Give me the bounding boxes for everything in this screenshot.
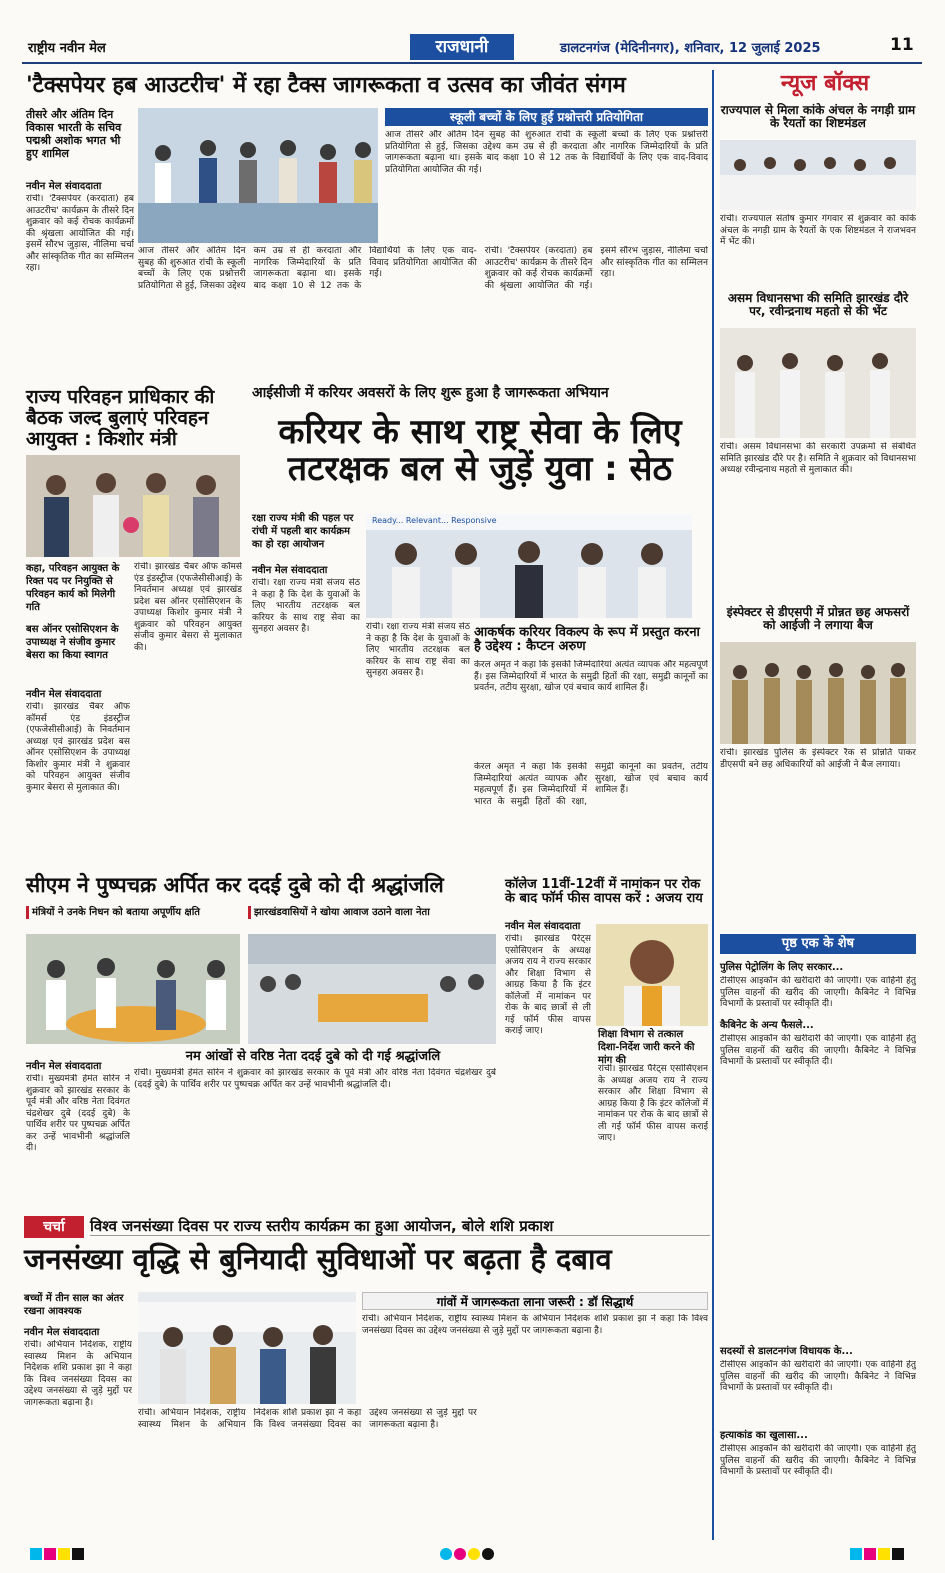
story5-headline: कॉलेज 11वीं-12वीं में नामांकन पर रोक के बाद फॉर्म फीस वापस करें : अजय राय — [505, 877, 703, 907]
sidebar-sbody-4: टीसीएस आइकॉन की खरीदारी की जाएगी। एक वाहिनी हेतु पुलिस वाहनों की खरीद की जाएगी। कैबिनेट ने विभिन्न विभागों के प्रस्तावों पर स्वीकृति दी। — [720, 1444, 916, 1477]
story2-divider — [246, 562, 248, 563]
story1-body: आज तीसरे और अंतिम दिन सुबह की शुरुआत रांची के स्कूली बच्चों के लिए एक प्रश्नोत्तरी प्रतियोगिता से हुई, जिसका उद्देश्य कम उम्र से ही करदाता और नागरिक जिम्मेदारियों के प्रति जागरूकता बढ़ाना था। इसके बाद कक्षा 10 से 12 तक के विद्यार्थियों के लिए एक वाद-विवाद प्रतियोगिता आयोजित की गई। रांची। 'टैक्सपेयर (करदाता) हब आउटरीच' कार्यक्रम के तीसरे दिन शुक्रवार को कई रोचक कार्यक्रमों की श्रृंखला आयोजित की गई। इसमें सौरभ जुड़ास, नीलिमा चर्चा और सांस्कृतिक गीत का सम्मिलन रहा। — [138, 246, 708, 291]
dot-black — [482, 1548, 494, 1560]
story5-photo — [596, 924, 708, 1026]
story2-photo — [26, 455, 240, 557]
registration-dots — [440, 1548, 496, 1560]
sidebar-headline-1: राज्यपाल से मिला कांके अंचल के नगड़ी ग्राम के रैयतों का शिष्टमंडल — [720, 103, 916, 131]
story4-photo1 — [26, 934, 240, 1044]
story3-photo — [366, 514, 692, 618]
story4-photo2 — [248, 934, 496, 1044]
story1-kicker: स्कूली बच्चों के लिए हुई प्रश्नोत्तरी प्रतियोगिता — [385, 108, 708, 126]
story4-headline: सीएम ने पुष्पचक्र अर्पित कर ददई दुबे को दी श्रद्धांजलि — [26, 873, 444, 897]
swatch-magenta — [44, 1548, 56, 1560]
sidebar-band: पृष्ठ एक के शेष — [720, 934, 916, 954]
sidebar-headline-2: असम विधानसभा की समिति झारखंड दौरे पर, रवीन्द्रनाथ महतो से की भेंट — [727, 291, 909, 319]
section-tab[interactable]: राजधानी — [410, 34, 514, 60]
dot-cyan — [440, 1548, 452, 1560]
sidebar-photo-1 — [720, 140, 916, 210]
sidebar-sub-4: हत्याकांड का खुलासा... — [720, 1430, 808, 1441]
sidebar-divider — [712, 70, 714, 1540]
sidebar-sub-2: कैबिनेट के अन्य फैसले... — [720, 1020, 814, 1031]
sidebar-sbody-2: टीसीएस आइकॉन की खरीदारी की जाएगी। एक वाहिनी हेतु पुलिस वाहनों की खरीद की जाएगी। कैबिनेट ने विभिन्न विभागों के प्रस्तावों पर स्वीकृति दी। — [720, 1034, 916, 1067]
story3-kicker: आईसीजी में करियर अवसरों के लिए शुरू हुआ है जागरूकता अभियान — [252, 385, 609, 401]
sidebar-sbody-1: टीसीएस आइकॉन की खरीदारी की जाएगी। एक वाहिनी हेतु पुलिस वाहनों की खरीद की जाएगी। कैबिनेट ने विभिन्न विभागों के प्रस्तावों पर स्वीकृति दी। — [720, 976, 916, 1009]
story6-headline: जनसंख्या वृद्धि से बुनियादी सुविधाओं पर बढ़ता है दबाव — [24, 1242, 612, 1276]
swatch-yellow — [58, 1548, 70, 1560]
story5-body: रांची। झारखंड पैरेंट्स एसोसिएशन के अध्यक्ष अजय राय ने राज्य सरकार और शिक्षा विभाग से आग्रह किया है कि इंटर कॉलेजों में नामांकन पर रोक के बाद छात्रों से ली गई फॉर्म फीस वापस कराई जाए। — [505, 934, 591, 1036]
story3-bullet: रक्षा राज्य मंत्री की पहल पर रांची में पहली बार कार्यक्रम का हो रहा आयोजन — [252, 513, 354, 550]
story6-bullet: बच्चों में तीन साल का अंतर रखना आवश्यक — [24, 1293, 124, 1317]
story4-byline: नवीन मेल संवाददाता — [26, 1061, 102, 1072]
story2-byline: नवीन मेल संवाददाता — [26, 689, 102, 700]
swatch-black-r — [892, 1548, 904, 1560]
story4-tag1: मंत्रियों ने उनके निधन को बताया अपूर्णीय क्षति — [26, 906, 238, 919]
story2-headline: राज्य परिवहन प्राधिकार की बैठक जल्द बुलाएं परिवहन आयुक्त : किशोर मंत्री — [26, 386, 215, 450]
story2-bullet2: बस ऑनर एसोसिएशन के उपाध्यक्ष ने संजीव कुमार बेसरा का किया स्वागत — [26, 624, 119, 661]
swatch-cyan-r — [850, 1548, 862, 1560]
story1-lead: रांची। 'टैक्सपेयर (करदाता) हब आउटरीच' कार्यक्रम के तीसरे दिन शुक्रवार को कई रोचक कार्यक्रमों की श्रृंखला आयोजित की गई। इसमें सौरभ जुड़ास, नीलिमा चर्चा और सांस्कृतिक गीत का सम्मिलन रहा। — [26, 194, 134, 273]
dot-magenta — [454, 1548, 466, 1560]
story4-body-col2: रांची। मुख्यमंत्री हेमंत सोरेन ने शुक्रवार को झारखंड सरकार के पूर्व मंत्री और वरिष्ठ नेता दिवंगत चंद्रशेखर दुबे (ददई दुबे) के पार्थिव शरीर पर पुष्पचक्र अर्पित कर उन्हें भावभीनी श्रद्धांजलि दी। — [134, 1068, 496, 1090]
sidebar-body-1: रांची। राज्यपाल संतोष कुमार गंगवार से शुक्रवार को कांके अंचल के नगड़ी ग्राम के रैयतों के एक शिष्टमंडल ने राजभवन में भेंट की। — [720, 214, 916, 247]
story6-subhead: गांवों में जागरूकता लाना जरूरी : डॉ सिद्धार्थ — [362, 1292, 708, 1310]
dot-yellow — [468, 1548, 480, 1560]
sidebar-headline-3: इंस्पेक्टर से डीएसपी में प्रोन्नत छह अफसरों को आईजी ने लगाया बैज — [726, 605, 910, 633]
story6-body-cols: रांची। अभियान निदेशक, राष्ट्रीय स्वास्थ्य मिशन के अभियान निदेशक शशि प्रकाश झा ने कहा कि विश्व जनसंख्या दिवस का उद्देश्य जनसंख्या से जुड़े मुद्दों पर जागरूकता बढ़ाना है। — [138, 1408, 477, 1430]
story6-kicker: विश्व जनसंख्या दिवस पर राज्य स्तरीय कार्यक्रम का हुआ आयोजन, बोले शशि प्रकाश — [90, 1218, 710, 1236]
story4-tag2: झारखंडवासियों ने खोया आवाज उठाने वाला नेता — [248, 906, 484, 919]
story3-headline: करियर के साथ राष्ट्र सेवा के लिए तटरक्षक बल से जुड़ें युवा : सेठ — [278, 412, 682, 490]
story4-subhead: नम आंखों से वरिष्ठ नेता ददई दुबे को दी गई श्रद्धांजलि — [185, 1049, 441, 1064]
story1-byline: नवीन मेल संवाददाता — [26, 181, 102, 192]
story3-body-col3: केरल अमृत ने कहा कि इसकी जिम्मेदारियां अत्यंत व्यापक और महत्वपूर्ण हैं। इस जिम्मेदारियों में भारत के समुद्री हितों की रक्षा, समुद्री कानूनों का प्रवर्तन, तटीय सुरक्षा, खोज एवं बचाव कार्य शामिल हैं। — [474, 762, 708, 807]
color-strip-right — [850, 1548, 906, 1560]
swatch-cyan — [30, 1548, 42, 1560]
sidebar-body-2: रांची। असम विधानसभा की सरकारी उपक्रमों से संबंधित समिति झारखंड दौरे पर है। समिति ने शुक्रवार को विधानसभा अध्यक्ष रवीन्द्रनाथ महतो से मुलाकात की। — [720, 442, 916, 475]
story3-subhead: आकर्षक करियर विकल्प के रूप में प्रस्तुत करना है उद्देश्य : कैप्टन अरुण — [474, 625, 700, 655]
story5-body-col2: रांची। झारखंड पैरेंट्स एसोसिएशन के अध्यक्ष अजय राय ने राज्य सरकार और शिक्षा विभाग से आग्रह किया है कि इंटर कॉलेजों में नामांकन पर रोक के बाद छात्रों से ली गई फॉर्म फीस वापस कराई जाए। — [598, 1064, 708, 1143]
sidebar-title: न्यूज बॉक्स — [780, 71, 870, 96]
sidebar-body-3: रांची। झारखंड पुलिस के इंस्पेक्टर रैंक से प्रोन्नति पाकर डीएसपी बने छह अधिकारियों को आईजी ने बैज लगाया। — [720, 748, 916, 770]
story4-body: रांची। मुख्यमंत्री हेमंत सोरेन ने शुक्रवार को झारखंड सरकार के पूर्व मंत्री और वरिष्ठ नेता दिवंगत चंद्रशेखर दुबे (ददई दुबे) के पार्थिव शरीर पर पुष्पचक्र अर्पित कर उन्हें भावभीनी श्रद्धांजलि दी। — [26, 1074, 130, 1153]
swatch-black — [72, 1548, 84, 1560]
story1-headline: 'टैक्सपेयर हब आउटरीच' में रहा टैक्स जागरूकता व उत्सव का जीवंत संगम — [26, 73, 626, 98]
story5-byline: नवीन मेल संवाददाता — [505, 921, 581, 932]
page-number: 11 — [890, 35, 914, 55]
sidebar-sub-3: सदस्यों से डालटनगंज विधायक के... — [720, 1346, 853, 1357]
story6-subbody: रांची। अभियान निदेशक, राष्ट्रीय स्वास्थ्य मिशन के अभियान निदेशक शशि प्रकाश झा ने कहा कि विश्व जनसंख्या दिवस का उद्देश्य जनसंख्या से जुड़े मुद्दों पर जागरूकता बढ़ाना है। — [362, 1314, 708, 1336]
swatch-yellow-r — [878, 1548, 890, 1560]
story1-photo — [138, 108, 378, 243]
sidebar-photo-3 — [720, 642, 916, 744]
story3-byline: नवीन मेल संवाददाता — [252, 565, 328, 576]
story3-body: रांची। रक्षा राज्य मंत्री संजय सेठ ने कहा है कि देश के युवाओं के लिए भारतीय तटरक्षक बल करियर के साथ राष्ट्र सेवा का सुनहरा अवसर है। — [252, 578, 360, 634]
brand-name: राष्ट्रीय नवीन मेल — [28, 41, 106, 56]
swatch-magenta-r — [864, 1548, 876, 1560]
story2-body-col2: रांची। झारखंड चैंबर ऑफ कॉमर्स एंड इंडस्ट्रीज (एफजेसीसीआई) के निवर्तमान अध्यक्ष एवं झारखंड प्रदेश बस ऑनर एसोसिएशन के उपाध्यक्ष किशोर कुमार मंत्री ने शुक्रवार को परिवहन आयुक्त संजीव कुमार बेसरा से मुलाकात की। — [134, 562, 242, 653]
color-strip-left — [30, 1548, 86, 1560]
story6-byline: नवीन मेल संवाददाता — [24, 1327, 100, 1338]
story3-body-col2: रांची। रक्षा राज्य मंत्री संजय सेठ ने कहा है कि देश के युवाओं के लिए भारतीय तटरक्षक बल करियर के साथ राष्ट्र सेवा का सुनहरा अवसर है। — [366, 622, 470, 678]
story5-caption: शिक्षा विभाग से तत्काल दिशा-निर्देश जारी करने की मांग की — [598, 1029, 695, 1066]
dateline: डालटनगंज (मेदिनीनगर), शनिवार, 12 जुलाई 2025 — [560, 41, 821, 56]
story1-subbody: आज तीसरे और अंतिम दिन सुबह की शुरुआत रांची के स्कूली बच्चों के लिए एक प्रश्नोत्तरी प्रतियोगिता से हुई, जिसका उद्देश्य कम उम्र से ही करदाता और नागरिक जिम्मेदारियों के प्रति जागरूकता बढ़ाना था। इसके बाद कक्षा 10 से 12 तक के विद्यार्थियों के लिए एक वाद-विवाद प्रतियोगिता आयोजित की गई। — [385, 130, 708, 175]
story1-bullet: तीसरे और अंतिम दिन विकास भारती के सचिव पद्मश्री अशोक भगत भी हुए शामिल — [26, 108, 122, 160]
sidebar-sbody-3: टीसीएस आइकॉन की खरीदारी की जाएगी। एक वाहिनी हेतु पुलिस वाहनों की खरीद की जाएगी। कैबिनेट ने विभिन्न विभागों के प्रस्तावों पर स्वीकृति दी। — [720, 1360, 916, 1393]
story6-body: रांची। अभियान निदेशक, राष्ट्रीय स्वास्थ्य मिशन के अभियान निदेशक शशि प्रकाश झा ने कहा कि विश्व जनसंख्या दिवस का उद्देश्य जनसंख्या से जुड़े मुद्दों पर जागरूकता बढ़ाना है। — [24, 1340, 132, 1408]
story3-subbody: केरल अमृत ने कहा कि इसकी जिम्मेदारियां अत्यंत व्यापक और महत्वपूर्ण हैं। इस जिम्मेदारियों में भारत के समुद्री हितों की रक्षा, समुद्री कानूनों का प्रवर्तन, तटीय सुरक्षा, खोज एवं बचाव कार्य शामिल हैं। — [474, 660, 708, 693]
sidebar-photo-2 — [720, 328, 916, 438]
story2-body: रांची। झारखंड चैंबर ऑफ कॉमर्स एंड इंडस्ट्रीज (एफजेसीसीआई) के निवर्तमान अध्यक्ष एवं झारखंड प्रदेश बस ऑनर एसोसिएशन के उपाध्यक्ष किशोर कुमार मंत्री ने शुक्रवार को परिवहन आयुक्त संजीव कुमार बेसरा से मुलाकात की। — [26, 702, 130, 793]
story6-tag: चर्चा — [24, 1216, 84, 1238]
story3-photo-caption: Ready... Relevant... Responsive — [372, 516, 497, 525]
sidebar-sub-1: पुलिस पेट्रोलिंग के लिए सरकार... — [720, 962, 844, 973]
story6-photo — [138, 1292, 356, 1404]
story2-bullet1: कहा, परिवहन आयुक्त के रिक्त पद पर नियुक्ति से परिवहन कार्य को मिलेगी गति — [26, 563, 120, 613]
